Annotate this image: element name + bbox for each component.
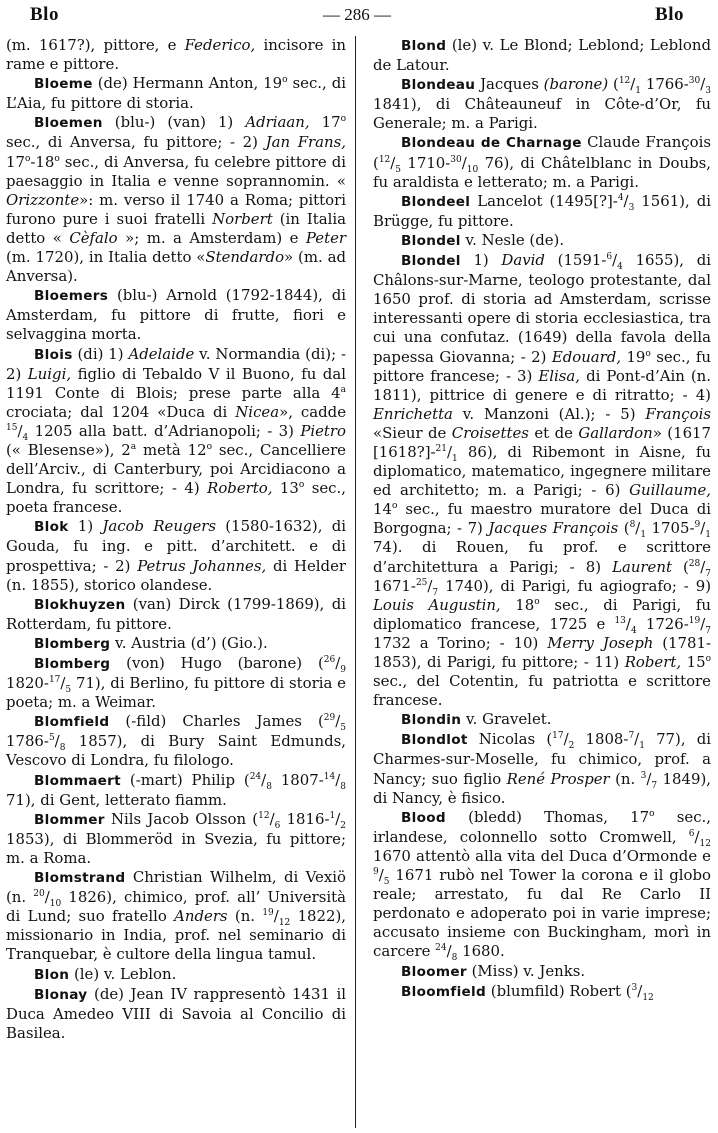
dictionary-entry: Blondel 1) David ($1591-^6/_4$ 1655), di Châlons-sur-Marne, teologo protestante, dal 1650 prof. di storia ad Amsterdam, scrisse interessanti opere di storia ecclesiastica, tra cui una confutaz. (1649) della favola della papessa Giovanna; - 2) Edouard, 19$^o$ sec., fu pittore francese; - 3) Elisa, di Pont-d’Ain (n. 1811), pittrice di genere e di ritratto; - 4) Enrichetta v. Manzoni (Al.); - 5) François «Sieur de Croisettes et de Gallardon» (1617 $[1618?]-^{21}/_1$ 86), di Ribemont in Aisne, fu diplomatico, matematico, ingegnere militare ed architetto; m. a Parigi; - 6) Guillaume, 14$^o$ sec., fu maestro muratore del Duca di Borgogna; - 7) Jacques François ($^8/_1$ $1705-^9/_1$ 74). di Rouen, fu prof. e scrittore d’architettura a Parigi; - 8) Laurent ($^{28}/_7$ $1671-^{25}/_7$ 1740), di Parigi, fu agiografo; - 9) Louis Augustin, 18$^o$ sec., di Parigi, fu diplomatico francese, 1725 e $^{13}/_4$ $1726-^{19}/_7$ 1732 a Torino; - 10) Merry Joseph (1781-1853), di Parigi, fu pittore; - 11) Robert, 15$^o$ sec., del Cotentin, fu patriotta e scrittore francese.	[373, 251, 712, 710]
dictionary-entry: Blomstrand Christian Wilhelm, di Vexiö (n. $^{20}/_{10}$ 1826), chimico, prof. all’ Università di Lund; suo fratello Anders (n. $^{19}/_{12}$ 1822), missionario in India, prof. nel seminario di Tranquebar, è cultore della lingua tamul.	[6, 868, 347, 964]
entry-headword: Blondin	[401, 712, 462, 729]
dictionary-entry: Blondel v. Nesle (de).	[401, 230, 565, 249]
dictionary-entry: Blommaert (-mart) Philip ($^{24}/_8$ $1807-^{14}/_8$ 71), di Gent, letterato fiamm.	[6, 770, 346, 809]
dictionary-entry: Blokhuyzen (van) Dirck (1799-1869), di Rotterdam, fu pittore.	[6, 594, 346, 633]
dictionary-entry: Bloeme (de) Hermann Anton, 19$^o$ sec., di L’Aia, fu pittore di storia.	[6, 74, 346, 113]
entry-headword: Blomberg	[34, 635, 111, 652]
dictionary-entry: Blomfield (-fild) Charles James ($^{29}/_5$ $1786-^5/_8$ 1857), di Bury Saint Edmunds, Vescovo di Londra, fu filologo.	[6, 712, 346, 770]
left-column	[6, 36, 346, 1043]
page-number: — 286 —	[323, 5, 391, 24]
entry-headword: Blood	[401, 809, 446, 826]
dictionary-entry: Blondeel Lancelot ($1495[?]-^4/_3$ 1561), di Brügge, fu pittore.	[373, 191, 712, 230]
dictionary-entry: Blon (le) v. Leblon.	[34, 964, 177, 983]
entry-headword: Blois	[34, 346, 73, 363]
entry-headword: Blomfield	[34, 714, 110, 731]
entry-headword: Bloemen	[34, 115, 103, 132]
guide-word-left: Blo	[30, 4, 59, 25]
dictionary-entry: Blood (bledd) Thomas, 17$^o$ sec., irlandese, colonnello sotto Cromwell, $^6/_{12}$ 1670 attentò alla vita del Duca d’Ormonde e $^9/_5$ 1671 rubò nel Tower la corona e il globo reale; arrestato, fu dal Re Carlo II perdonato e adoperato poi in varie imprese; accusato insieme con Buckingham, morì in carcere $^{24}/_8$ 1680.	[373, 807, 712, 964]
entry-headword: Bloomfield	[401, 983, 487, 1000]
entry-headword: Blok	[34, 519, 69, 536]
entry-headword: Blondel	[401, 253, 461, 270]
dictionary-entry: (m. 1617?), pittore, e Federico, incisore in rame e pittore.	[6, 36, 346, 74]
entry-headword: Bloomer	[401, 963, 467, 980]
dictionary-entry: Blondeau de Charnage Claude François ($^{12}/_5$ $1710-^{30}/_{10}$ 76), di Châtelblanc in Doubs, fu araldista e letterato; m. a Parigi.	[373, 133, 711, 191]
dictionary-entry: Blondeau Jacques (barone) ($^{12}/_1$ $1766-^{30}/_3$ 1841), di Châteauneuf in Côte-d’Or, fu Generale; m. a Parigi.	[373, 75, 711, 133]
entry-headword: Blondlot	[401, 732, 468, 749]
entry-headword: Blondeau de Charnage	[401, 135, 582, 152]
entry-headword: Blond	[401, 38, 447, 54]
entry-headword: Blondeel	[401, 193, 471, 210]
entry-headword: Blommaert	[34, 772, 121, 789]
column-divider	[355, 36, 356, 1128]
entry-headword: Blon	[34, 966, 70, 983]
dictionary-entry: Blondlot Nicolas ($^{17}/_2$ $1808-^7/_1$ 77), di Charmes-sur-Moselle, fu chimico, prof. a Nancy; suo figlio René Prosper (n. $^3/_7$ 1849), di Nancy, è fisico.	[373, 730, 711, 807]
dictionary-entry: Bloemen (blu-) (van) 1) Adriaan, 17$^o$ sec., di Anversa, fu pittore; - 2) Jan Frans, 17$^o$-18$^o$ sec., di Anversa, fu celebre pittore di paesaggio in Italia e venne soprannomin. « Orizzonte»: m. verso il 1740 a Roma; pittori furono pure i suoi fratelli Norbert (in Italia detto « Cèfalo »; m. a Amsterdam) e Peter (m. 1720), in Italia detto «Stendardo» (m. ad Anversa).	[6, 113, 347, 286]
dictionary-entry: Bloomfield (blumfild) Robert ($^3/_{12}$	[401, 981, 654, 1003]
entry-headword: Blokhuyzen	[34, 596, 126, 613]
dictionary-entry: Blomberg (von) Hugo (barone) ($^{26}/_9$ $1820-^{17}/_5$ 71), di Berlino, fu pittore di storia e poeta; m. a Weimar.	[6, 654, 346, 712]
entry-headword: Bloemers	[34, 288, 109, 305]
entry-headword: Blondeau	[401, 77, 476, 94]
entry-headword: Blomberg	[34, 656, 111, 672]
dictionary-entry: Blond (le) v. Le Blond; Leblond; Leblond de Latour.	[373, 36, 711, 75]
dictionary-entry: Blois (di) 1) Adelaide v. Normandia (di); - 2) Luigi, figlio di Tebaldo V il Buono, fu dal 1191 Conte di Blois; prese parte alla 4$^a$ crociata; dal 1204 «Duca di Nicea», cadde $^{15}/_4$ 1205 alla batt. d’Adrianopoli; - 3) Pietro (« Blesense»), 2$^a$ metà 12$^o$ sec., Cancelliere dell’Arciv., di Canterbury, poi Arcidiacono a Londra, fu scrittore; - 4) Roberto, 13$^o$ sec., poeta francese.	[6, 344, 347, 517]
dictionary-entry: Blonay (de) Jean IV rappresentò 1431 il Duca Amedeo VIII di Savoia al Concilio di Basilea.	[6, 984, 346, 1042]
dictionary-entry: Bloomer (Miss) v. Jenks.	[401, 961, 586, 980]
dictionary-entry: Blomberg v. Austria (d’) (Gio.).	[34, 633, 268, 652]
guide-word-right: Blo	[655, 4, 684, 25]
dictionary-entry: Blok 1) Jacob Reugers (1580-1632), di Gouda, fu ing. e pitt. d’architett. e di prospettiva; - 2) Petrus Johannes, di Helder (n. 1855), storico olandese.	[6, 517, 347, 594]
entry-headword: Blomstrand	[34, 870, 126, 887]
entry-headword: Blonay	[34, 986, 88, 1003]
entry-headword: Blondel	[401, 232, 461, 249]
dictionary-entry: Blommer Nils Jacob Olsson ($^{12}/_6$ $1816-^1/_2$ 1853), di Blommeröd in Svezia, fu pittore; m. a Roma.	[6, 809, 346, 867]
dictionary-entry: Blondin v. Gravelet.	[401, 710, 552, 729]
entry-headword: Bloeme	[34, 76, 93, 93]
dictionary-entry: Bloemers (blu-) Arnold (1792-1844), di Amsterdam, fu pittore di frutte, fiori e selvaggina morta.	[6, 286, 346, 344]
right-column	[373, 36, 711, 1002]
entry-headword: Blommer	[34, 811, 105, 828]
page-header	[0, 2, 718, 28]
